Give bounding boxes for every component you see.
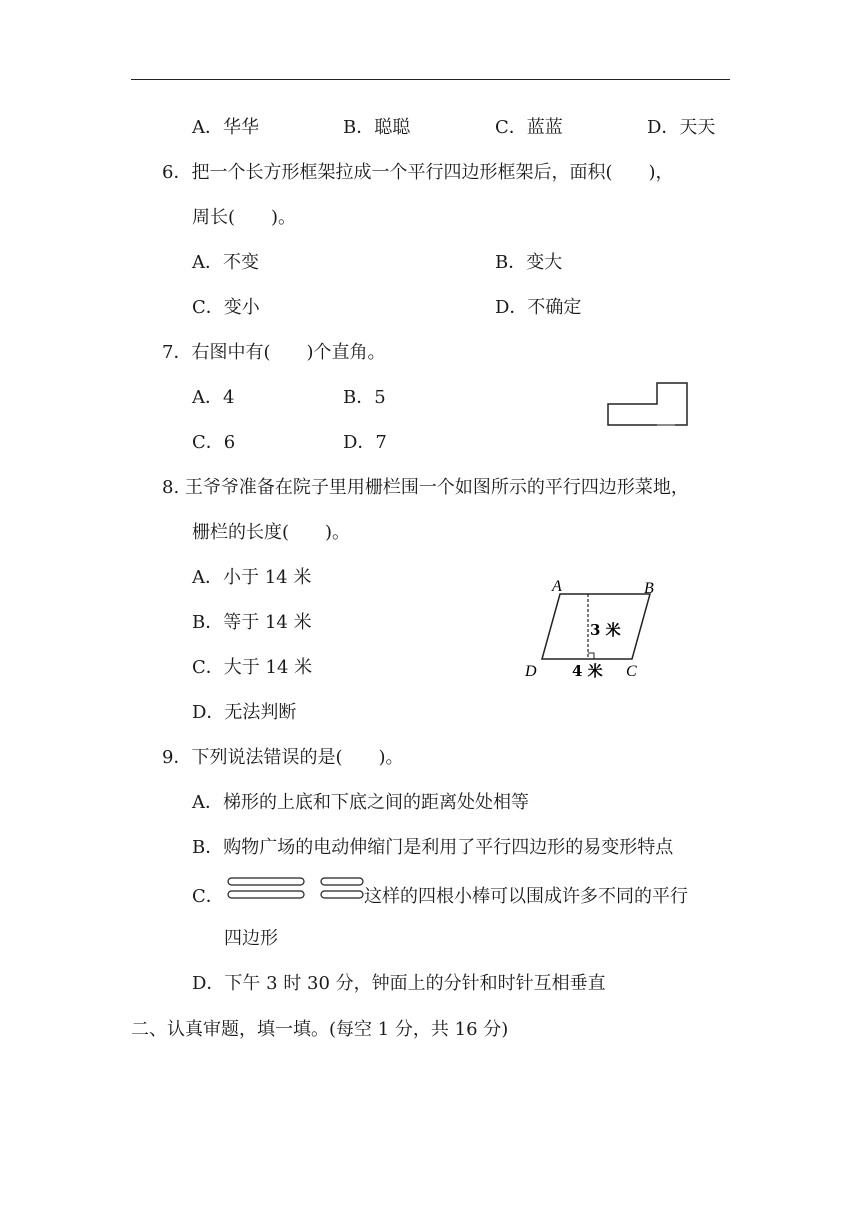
q8-option-c: C．大于 14 米 (192, 657, 313, 678)
q9-option-b: B．购物广场的电动伸缩门是利用了平行四边形的易变形特点 (192, 837, 674, 858)
q8-stem-line2: 栅栏的长度( )。 (192, 522, 351, 543)
q7-option-c: C．6 (192, 432, 236, 453)
stick-long-2 (228, 891, 304, 898)
q6-option-c: C．变小 (192, 297, 260, 318)
q9-sticks-figure (224, 874, 369, 904)
stick-short-1 (321, 878, 363, 885)
q9-option-c-text2: 四边形 (224, 928, 278, 949)
q5-option-d: D．天天 (647, 117, 716, 138)
q9-option-c-text1: 这样的四根小棒可以围成许多不同的平行 (364, 886, 688, 907)
q5-option-a: A．华华 (192, 117, 259, 138)
vertex-a-label: A (552, 578, 562, 595)
q9-stem: 9．下列说法错误的是( )。 (162, 747, 404, 768)
q8-option-b: B．等于 14 米 (192, 612, 312, 633)
height-label: 3 米 (590, 621, 621, 639)
q5-option-c: C．蓝蓝 (495, 117, 563, 138)
top-rule (131, 79, 730, 80)
q8-parallelogram-figure (520, 572, 670, 682)
q7-option-d: D．7 (343, 432, 387, 453)
q6-option-a: A．不变 (192, 252, 259, 273)
q7-option-b: B．5 (343, 387, 386, 408)
base-label: 4 米 (572, 662, 603, 680)
q9-option-d: D．下午 3 时 30 分，钟面上的分针和时针互相垂直 (192, 973, 606, 994)
stick-short-2 (321, 891, 363, 898)
q8-option-a: A．小于 14 米 (192, 567, 312, 588)
q6-stem-line1: 6．把一个长方形框架拉成一个平行四边形框架后，面积( )， (162, 162, 674, 183)
q6-option-b: B．变大 (495, 252, 563, 273)
q9-option-c-prefix: C． (192, 886, 224, 907)
vertex-d-label: D (525, 663, 537, 680)
q6-option-d: D．不确定 (495, 297, 582, 318)
vertex-c-label: C (626, 663, 637, 680)
section2-heading: 二、认真审题，填一填。(每空 1 分，共 16 分) (131, 1019, 509, 1040)
q7-option-a: A．4 (192, 387, 235, 408)
stick-long-1 (228, 878, 304, 885)
vertex-b-label: B (644, 580, 654, 597)
q9-option-a: A．梯形的上底和下底之间的距离处处相等 (192, 792, 529, 813)
q6-stem-line2: 周长( )。 (192, 207, 297, 228)
q7-right-angle-figure (600, 375, 695, 431)
q8-stem-line1: 8. 王爷爷准备在院子里用栅栏围一个如图所示的平行四边形菜地， (162, 477, 689, 498)
q5-option-b: B．聪聪 (343, 117, 411, 138)
q8-option-d: D．无法判断 (192, 702, 297, 723)
q7-stem: 7．右图中有( )个直角。 (162, 342, 386, 363)
right-angle-mark (588, 653, 594, 659)
